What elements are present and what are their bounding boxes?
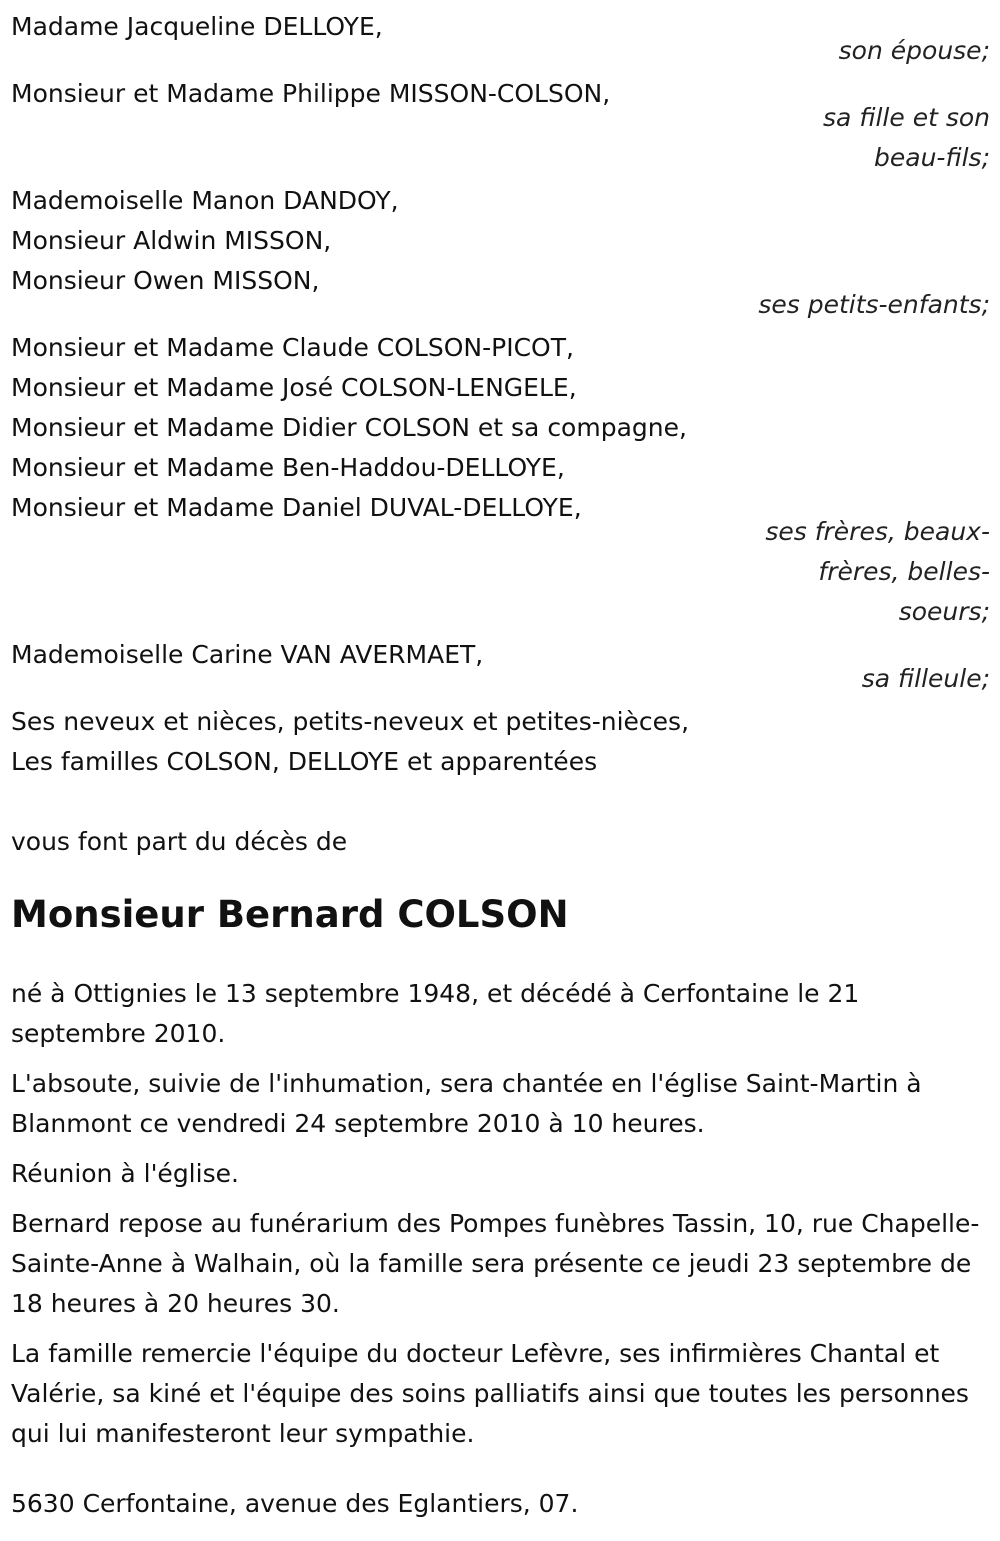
relation-label: sa filleule; <box>861 664 990 693</box>
family-group-grandchildren <box>11 181 990 325</box>
relation-label: ses petits-enfants; <box>758 290 990 319</box>
funeral-paragraph: L'absoute, suivie de l'inhumation, sera chantée en l'église Saint-Martin à Blanmont ce vendredi 24 septembre 2010 à 10 heures. <box>11 1069 922 1138</box>
family-name: Monsieur et Madame Didier COLSON et sa compagne, <box>11 413 687 442</box>
family-group-spouse <box>11 7 990 71</box>
thanks-paragraph: La famille remercie l'équipe du docteur Lefèvre, ses infirmières Chantal et Valérie, sa kiné et l'équipe des soins palliatifs ainsi que toutes les personnes qui lui manifesteront leur sympathie. <box>11 1339 969 1448</box>
gathering-paragraph: Réunion à l'église. <box>11 1159 239 1188</box>
relation-label: ses frères, beaux- <box>765 517 990 546</box>
family-address: 5630 Cerfontaine, avenue des Eglantiers, 07. <box>11 1489 579 1518</box>
family-name: Monsieur et Madame Claude COLSON-PICOT, <box>11 333 574 362</box>
announcement-text: vous font part du décès de <box>11 827 348 856</box>
family-group-goddaughter <box>11 635 990 699</box>
family-name: Monsieur et Madame Ben-Haddou-DELLOYE, <box>11 453 565 482</box>
relation-label: soeurs; <box>898 597 990 626</box>
relation-label: sa fille et son <box>823 103 990 132</box>
deceased-name: Monsieur Bernard COLSON <box>11 893 569 936</box>
obituary-notice <box>11 7 990 1524</box>
family-name: Monsieur et Madame José COLSON-LENGELE, <box>11 373 577 402</box>
birth-death-paragraph: né à Ottignies le 13 septembre 1948, et décédé à Cerfontaine le 21 septembre 2010. <box>11 979 860 1048</box>
family-name: Monsieur et Madame Daniel DUVAL-DELLOYE, <box>11 493 582 522</box>
family-group-siblings <box>11 328 990 632</box>
family-name: Monsieur Owen MISSON, <box>11 266 320 295</box>
family-name: Ses neveux et nièces, petits-neveux et petites-nièces, <box>11 707 690 736</box>
family-name: Mademoiselle Carine VAN AVERMAET, <box>11 640 484 669</box>
funerarium-paragraph: Bernard repose au funérarium des Pompes funèbres Tassin, 10, rue Chapelle-Sainte-Anne à Walhain, où la famille sera présente ce jeudi 23 septembre de 18 heures à 20 heures 30. <box>11 1209 980 1318</box>
family-name: Mademoiselle Manon DANDOY, <box>11 186 399 215</box>
family-name: Monsieur Aldwin MISSON, <box>11 226 332 255</box>
relation-label: son épouse; <box>838 36 990 65</box>
family-name: Les familles COLSON, DELLOYE et apparentées <box>11 747 598 776</box>
family-group-extended <box>11 702 990 782</box>
family-group-daughter <box>11 74 990 178</box>
family-name: Madame Jacqueline DELLOYE, <box>11 12 383 41</box>
relation-label: frères, belles- <box>818 557 990 586</box>
family-name: Monsieur et Madame Philippe MISSON-COLSON, <box>11 79 611 108</box>
relation-label: beau-fils; <box>874 143 990 172</box>
